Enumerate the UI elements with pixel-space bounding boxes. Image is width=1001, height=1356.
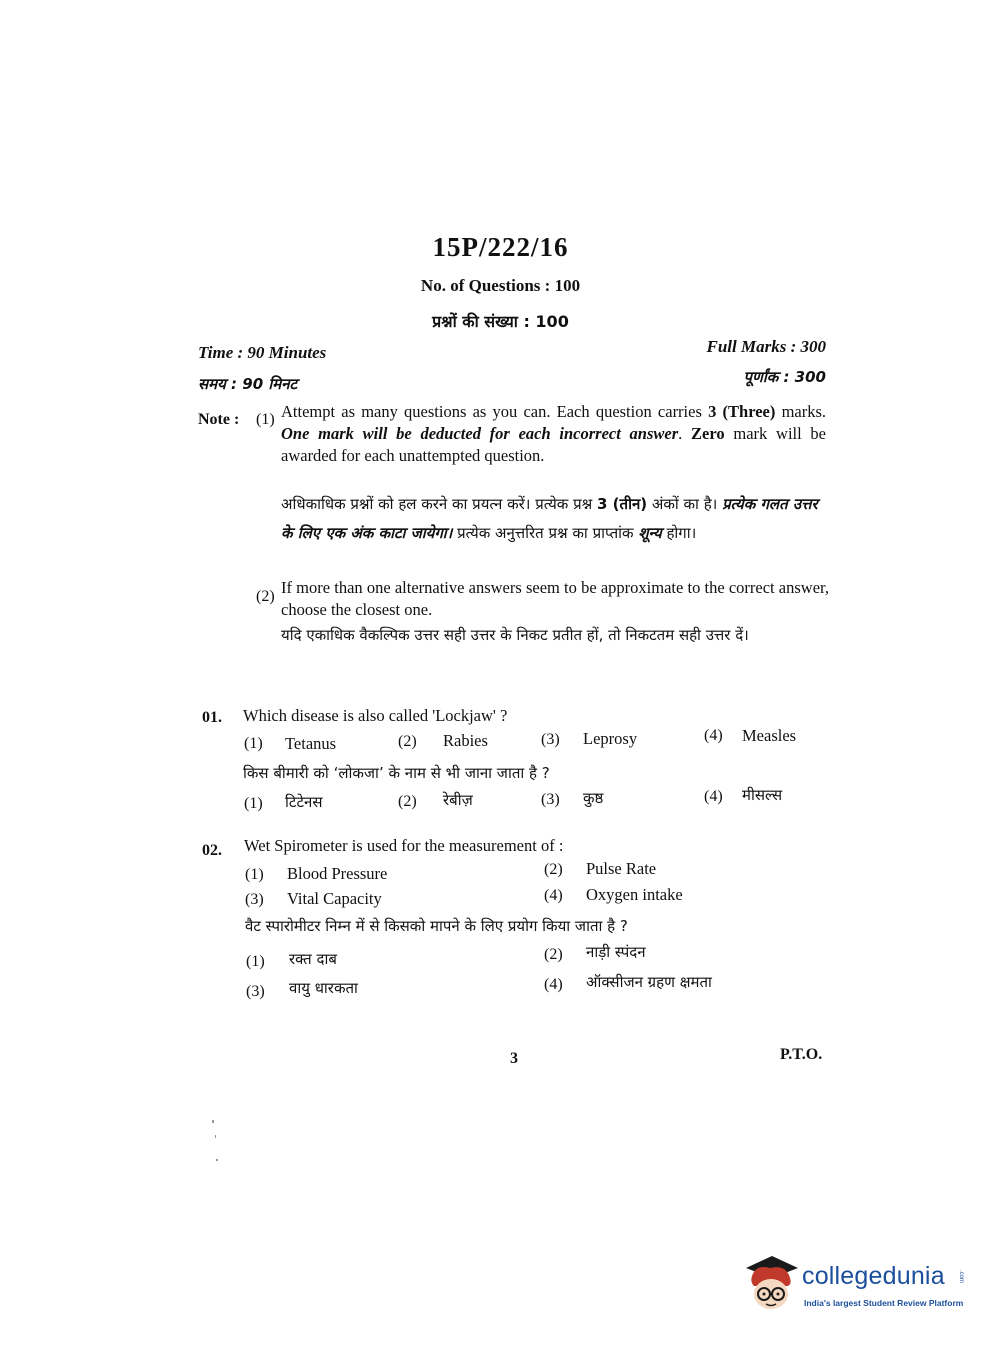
brand-name: collegedunia [802,1262,945,1290]
question-count-hi: प्रश्नों की संख्या : 100 [432,312,569,331]
note-1-hi-deduction: प्रत्येक गलत उत्तर के लिए एक अंक काटा जायेगा। [281,495,818,542]
q1-option-3-hi-number: (3) [541,791,560,808]
question-1-text-en: Which disease is also called 'Lockjaw' ? [243,706,508,725]
q2-option-1-number: (1) [245,866,264,883]
q1-option-2-en: Rabies [443,731,488,750]
q1-option-3-en: Leprosy [583,729,638,748]
q1-option-4-hi: मीसल्स [742,786,783,804]
q2-option-1-hi-number: (1) [246,953,265,970]
note-1-en-deduction: One mark will be deducted for each incorrect answer [281,424,679,443]
question-2-number: 02. [202,842,222,859]
collegedunia-watermark[interactable] [740,1250,970,1320]
q2-option-2-en: Pulse Rate [586,859,657,878]
q2-option-3-number: (3) [245,891,264,908]
q1-option-2-hi-number: (2) [398,793,417,810]
q2-option-4-number: (4) [544,887,563,904]
note-1-hi-text-4: होगा। [661,524,697,542]
q1-option-4-en: Measles [742,726,797,745]
q2-option-1-hi: रक्त दाब [289,950,337,968]
q1-option-4-hi-number: (4) [704,788,723,805]
note-2-number: (2) [256,588,275,605]
note-1-en-text-2: marks. [775,402,827,421]
q2-option-4-en: Oxygen intake [586,885,683,904]
note-1-number: (1) [256,411,275,428]
q2-option-2-hi-number: (2) [544,946,563,963]
note-1-en-text-1: Attempt as many questions as you can. Each question carries [281,402,709,421]
note-2-hindi: यदि एकाधिक वैकल्पिक उत्तर सही उत्तर के निकट प्रतीत हों, तो निकटतम सही उत्तर दें। [281,626,749,644]
q1-option-2-number: (2) [398,733,417,750]
paper-code: 15P/222/16 [432,232,569,262]
note-2-english: If more than one alternative answers seem to be approximate to the correct answer, choose the closest one. [281,578,829,619]
note-1-en-text-4: mark will be awarded for each unattempted question. [281,424,827,465]
q2-option-2-number: (2) [544,861,563,878]
student-mascot-icon [740,1250,802,1314]
time-en: Time : 90 Minutes [198,343,327,362]
q1-option-3-number: (3) [541,731,560,748]
scan-speck [212,1120,214,1123]
q1-option-4-number: (4) [704,727,723,744]
q1-option-2-hi: रेबीज़ [443,791,473,809]
q2-option-1-en: Blood Pressure [287,864,388,883]
note-label: Note : [198,411,240,428]
q1-option-3-hi: कुष्ठ [583,789,604,807]
note-1-en-text-3: . [678,424,692,443]
question-2-text-en: Wet Spirometer is used for the measurement of : [244,836,564,855]
q2-option-2-hi: नाड़ी स्पंदन [586,943,646,961]
scan-speck [216,1159,218,1161]
note-1-hi-marks: 3 (तीन) [597,495,648,513]
q2-option-3-hi: वायु धारकता [289,979,358,997]
full-marks-en: Full Marks : 300 [706,337,826,356]
q2-option-4-hi-number: (4) [544,976,563,993]
scan-speck [215,1135,216,1138]
q1-option-1-hi: टिटेनस [285,793,323,811]
q2-option-4-hi: ऑक्सीजन ग्रहण क्षमता [586,973,712,991]
q2-option-3-hi-number: (3) [246,983,265,1000]
brand-suffix: .com [958,1270,964,1284]
note-1-en-marks: 3 (Three) [708,402,776,421]
question-count-en: No. of Questions : 100 [420,276,581,295]
q2-option-3-en: Vital Capacity [287,889,382,908]
q1-option-1-hi-number: (1) [244,795,263,812]
pto-marker: P.T.O. [780,1046,823,1063]
page-number: 3 [510,1050,518,1067]
question-1-text-hi: किस बीमारी को ‘लोकजा’ के नाम से भी जाना जाता है ? [243,764,550,782]
full-marks-hi: पूर्णांक : 300 [743,368,826,386]
q1-option-1-en: Tetanus [285,734,337,753]
question-2-text-hi: वैट स्पारोमीटर निम्न में से किसको मापने के लिए प्रयोग किया जाता है ? [245,917,628,935]
note-1-hi-text-2: अंकों का है। [647,495,723,513]
brand-tagline: India's largest Student Review Platform [804,1298,964,1308]
note-1-hi-text-3: प्रत्येक अनुत्तरित प्रश्न का प्राप्तांक [452,524,639,542]
note-1-hi-zero: शून्य [638,524,662,542]
note-1-hi-text-1: अधिकाधिक प्रश्नों को हल करने का प्रयत्न करें। प्रत्येक प्रश्न [281,495,597,513]
note-1-hindi [281,490,829,548]
note-1-en-zero: Zero [691,424,725,443]
question-1-number: 01. [202,709,222,726]
q1-option-1-number: (1) [244,735,263,752]
time-hi: समय : 90 मिनट [198,375,298,393]
note-1-english [281,401,826,467]
